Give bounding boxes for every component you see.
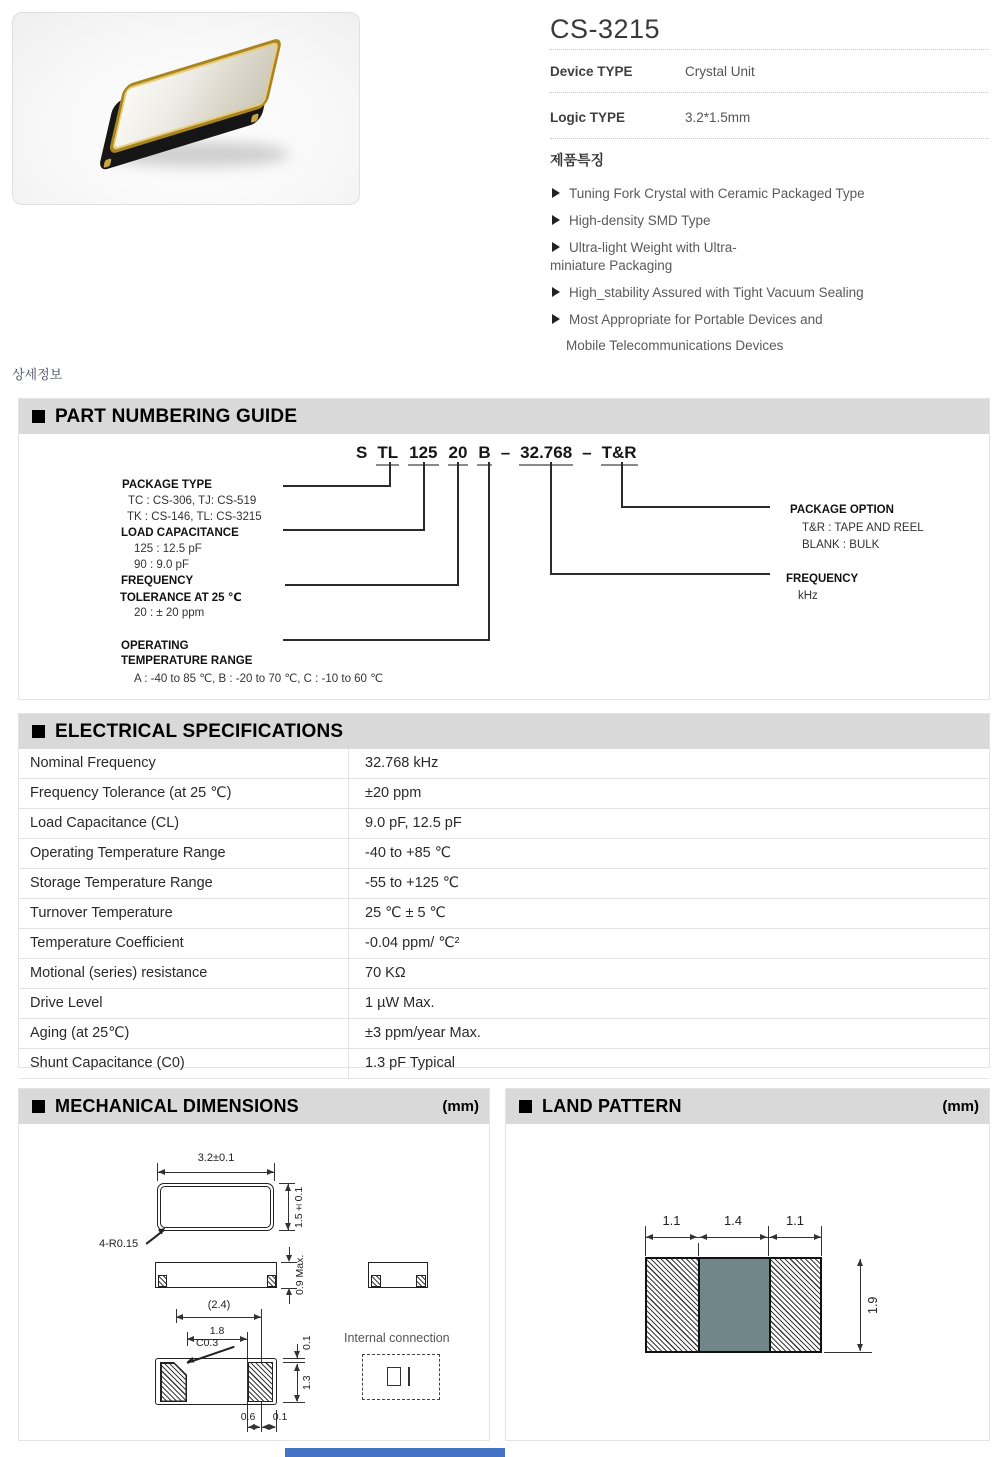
section-square-icon xyxy=(519,1100,532,1113)
code-package-type: TL xyxy=(376,443,399,466)
section-square-icon xyxy=(32,410,45,423)
arrow-icon xyxy=(286,1255,292,1262)
spec-value: ±20 ppm xyxy=(365,785,422,801)
spec-value: 32.768 kHz xyxy=(365,755,439,771)
page-title: CS-3215 xyxy=(550,14,661,44)
side-view-terminal xyxy=(158,1275,167,1287)
bullet-triangle-icon xyxy=(552,215,560,225)
spec-value: 1 µW Max. xyxy=(365,995,435,1011)
frequency-title: FREQUENCY xyxy=(786,573,859,585)
bullet-triangle-icon xyxy=(552,242,560,252)
extension-line xyxy=(274,1163,275,1181)
load-capacitance-title: LOAD CAPACITANCE xyxy=(121,527,239,539)
bottom-pad-right xyxy=(248,1362,273,1402)
land-center-pad xyxy=(700,1259,771,1351)
table-row xyxy=(19,839,989,869)
dim-pad-height: 1.3 xyxy=(301,1375,313,1391)
end-view-terminal xyxy=(371,1275,381,1287)
section-title: PART NUMBERING GUIDE xyxy=(55,405,298,427)
section-header xyxy=(19,399,989,434)
spec-value: 9.0 pF, 12.5 pF xyxy=(365,815,462,831)
land-dim-height: 1.9 xyxy=(866,1296,880,1314)
section-square-icon xyxy=(32,1100,45,1113)
dim-pad-width: 0.6 xyxy=(240,1411,256,1423)
spec-label: Load Capacitance (CL) xyxy=(19,809,349,838)
spec-label: Frequency Tolerance (at 25 ℃) xyxy=(19,779,349,808)
top-view-outline xyxy=(157,1183,274,1231)
land-dim-right: 1.1 xyxy=(785,1213,805,1228)
table-row xyxy=(19,989,989,1019)
land-dim-left: 1.1 xyxy=(662,1213,681,1228)
divider xyxy=(550,138,988,139)
dim-overall-width: (2.4) xyxy=(207,1299,231,1311)
logic-type-value: 3.2*1.5mm xyxy=(685,110,751,125)
arrow-icon xyxy=(814,1234,821,1240)
detail-info-label: 상세정보 xyxy=(12,367,63,382)
divider xyxy=(550,92,988,93)
table-row xyxy=(19,1019,989,1049)
arrow-icon xyxy=(294,1395,300,1402)
arrow-icon xyxy=(269,1424,276,1430)
table-row xyxy=(19,749,989,779)
extension-line xyxy=(698,1243,699,1256)
side-view-outline xyxy=(155,1262,277,1288)
spec-value: 25 ℃ ± 5 ℃ xyxy=(365,905,446,921)
bullet-triangle-icon xyxy=(552,188,560,198)
arrow-icon xyxy=(857,1259,863,1266)
op-temp-line: A : -40 to 85 ℃, B : -20 to 70 ℃, C : -10 to 60 ℃ xyxy=(134,673,384,685)
spec-label: Operating Temperature Range xyxy=(19,839,349,868)
land-pad-left xyxy=(647,1259,700,1351)
callout-line xyxy=(389,462,391,487)
extension-line xyxy=(821,1226,822,1256)
spec-label: Shunt Capacitance (C0) xyxy=(19,1049,349,1078)
arrow-icon xyxy=(187,1336,194,1342)
extension-line xyxy=(283,1402,305,1403)
dimension-line xyxy=(646,1237,821,1238)
section-title: ELECTRICAL SPECIFICATIONS xyxy=(55,720,344,742)
extension-line xyxy=(824,1352,872,1353)
bullet-triangle-icon xyxy=(552,287,560,297)
spec-label: Storage Temperature Range xyxy=(19,869,349,898)
extension-line xyxy=(176,1309,177,1323)
frequency-line: kHz xyxy=(798,590,818,602)
top-view-inner-outline xyxy=(160,1186,271,1228)
arrow-icon xyxy=(294,1364,300,1371)
section-unit: (mm) xyxy=(942,1098,979,1115)
spec-table xyxy=(19,749,989,1079)
callout-line xyxy=(283,529,425,531)
arrow-icon xyxy=(285,1223,291,1230)
feature-item-continued: miniature Packaging xyxy=(550,258,673,273)
dim-pad-pitch: 1.8 xyxy=(209,1325,225,1337)
spec-label: Motional (series) resistance xyxy=(19,959,349,988)
product-photo xyxy=(12,12,360,205)
dim-chamfer: C0.3 xyxy=(196,1337,219,1349)
callout-line xyxy=(621,462,623,508)
table-row xyxy=(19,1049,989,1079)
freq-tolerance-title: TOLERANCE AT 25 ℃ xyxy=(120,592,242,604)
section-header xyxy=(19,1089,489,1124)
arrow-icon xyxy=(254,1314,261,1320)
bottom-blue-strip xyxy=(285,1448,505,1457)
package-option-title: PACKAGE OPTION xyxy=(790,504,894,516)
load-capacitance-line: 90 : 9.0 pF xyxy=(134,559,189,571)
code-dash: – xyxy=(500,443,511,462)
extension-line xyxy=(187,1332,188,1346)
code-tolerance: 20 xyxy=(448,443,469,466)
feature-item: Ultra-light Weight with Ultra- xyxy=(569,240,737,255)
callout-line xyxy=(550,462,552,575)
divider xyxy=(550,49,988,50)
arrow-icon xyxy=(690,1234,697,1240)
spec-label: Nominal Frequency xyxy=(19,749,349,778)
land-pattern-drawing xyxy=(645,1257,822,1353)
code-dash: – xyxy=(582,443,592,462)
table-row xyxy=(19,929,989,959)
arrow-icon xyxy=(240,1336,247,1342)
spec-label: Drive Level xyxy=(19,989,349,1018)
feature-item: High_stability Assured with Tight Vacuum Sealing xyxy=(569,285,864,300)
end-view-terminal xyxy=(416,1275,426,1287)
dim-corner-radius: 4-R0.15 xyxy=(99,1238,139,1250)
spec-label: Turnover Temperature xyxy=(19,899,349,928)
arrow-icon xyxy=(857,1344,863,1351)
feature-item: Most Appropriate for Portable Devices and xyxy=(569,312,823,327)
feature-item: High-density SMD Type xyxy=(569,213,711,228)
dimension-line xyxy=(158,1172,274,1173)
section-square-icon xyxy=(32,725,45,738)
section-header xyxy=(19,714,989,749)
extension-line xyxy=(768,1226,769,1256)
extension-line xyxy=(283,1362,305,1363)
arrow-icon xyxy=(262,1424,269,1430)
dim-top-gap: 0.1 xyxy=(301,1335,313,1351)
spec-value: -40 to +85 ℃ xyxy=(365,845,452,861)
features-title: 제품특징 xyxy=(550,152,605,168)
arrow-icon xyxy=(286,1288,292,1295)
section-title: LAND PATTERN xyxy=(542,1096,682,1116)
callout-line xyxy=(621,506,770,508)
device-type-value: Crystal Unit xyxy=(685,64,755,79)
package-type-line: TC : CS-306, TJ: CS-519 xyxy=(128,495,257,507)
device-type-label: Device TYPE xyxy=(550,64,633,79)
dimension-line xyxy=(289,1295,290,1304)
code-load-capacitance: 125 xyxy=(408,443,438,466)
callout-line xyxy=(550,573,770,575)
load-capacitance-line: 125 : 12.5 pF xyxy=(134,543,202,555)
callout-line xyxy=(488,462,490,641)
spec-value: ±3 ppm/year Max. xyxy=(365,1025,481,1041)
spec-value: 1.3 pF Typical xyxy=(365,1055,456,1071)
crystal-symbol xyxy=(387,1367,401,1386)
section-header xyxy=(506,1089,989,1124)
arrow-icon xyxy=(176,1314,183,1320)
dim-top-width: 3.2±0.1 xyxy=(197,1152,235,1164)
callout-line xyxy=(283,485,391,487)
code-temp-range: B xyxy=(477,443,491,466)
feature-item: Tuning Fork Crystal with Ceramic Packaged Type xyxy=(569,186,865,201)
logic-type-label: Logic TYPE xyxy=(550,110,626,125)
code-package-option: T&R xyxy=(601,443,638,466)
callout-line xyxy=(457,462,459,586)
table-row xyxy=(19,899,989,929)
land-dim-center: 1.4 xyxy=(723,1213,743,1228)
table-row xyxy=(19,959,989,989)
freq-tolerance-line: 20 : ± 20 ppm xyxy=(134,607,205,619)
callout-line xyxy=(283,639,490,641)
dim-side-height: 0.9 Max. xyxy=(294,1254,306,1296)
land-pad-right xyxy=(771,1259,820,1351)
internal-connection-box xyxy=(362,1354,440,1400)
table-row xyxy=(19,779,989,809)
op-temp-title: OPERATING xyxy=(121,640,189,652)
internal-connection-label: Internal connection xyxy=(344,1331,450,1345)
dimension-line xyxy=(860,1259,861,1351)
electrical-spec-section xyxy=(18,713,990,1071)
spec-value: -0.04 ppm/ ℃² xyxy=(365,935,460,951)
table-row xyxy=(19,869,989,899)
arrow-icon xyxy=(760,1234,767,1240)
part-number-code xyxy=(356,443,638,466)
callout-line xyxy=(423,462,425,531)
code-frequency: 32.768 xyxy=(519,443,573,466)
arrow-icon xyxy=(267,1169,274,1175)
extension-line xyxy=(645,1226,646,1256)
arrow-icon xyxy=(285,1184,291,1191)
freq-tolerance-title: FREQUENCY xyxy=(121,575,194,587)
callout-line xyxy=(285,584,459,586)
side-view-terminal xyxy=(267,1275,276,1287)
spec-value: 70 KΩ xyxy=(365,965,406,981)
package-type-title: PACKAGE TYPE xyxy=(122,479,212,491)
arrow-icon xyxy=(294,1351,300,1358)
section-unit: (mm) xyxy=(442,1098,479,1115)
dim-top-height: 1.5±0.1 xyxy=(293,1186,305,1228)
arrow-icon xyxy=(158,1169,165,1175)
op-temp-title: TEMPERATURE RANGE xyxy=(121,655,253,667)
spec-value: -55 to +125 ℃ xyxy=(365,875,460,891)
bullet-triangle-icon xyxy=(552,314,560,324)
package-type-line: TK : CS-146, TL: CS-3215 xyxy=(127,511,262,523)
dimension-line xyxy=(176,1317,261,1318)
arrow-icon xyxy=(253,1424,260,1430)
arrow-icon xyxy=(646,1234,653,1240)
arrow-icon xyxy=(770,1234,777,1240)
feature-item-continued: Mobile Telecommunications Devices xyxy=(566,338,784,353)
package-option-line: BLANK : BULK xyxy=(802,539,880,551)
extension-line xyxy=(283,1358,305,1359)
section-title: MECHANICAL DIMENSIONS xyxy=(55,1096,299,1116)
spec-label: Aging (at 25℃) xyxy=(19,1019,349,1048)
code-prefix: S xyxy=(356,443,368,462)
dim-side-gap: 0.1 xyxy=(272,1411,288,1423)
arrow-icon xyxy=(700,1234,707,1240)
spec-label: Temperature Coefficient xyxy=(19,929,349,958)
crystal-symbol-electrode xyxy=(408,1367,410,1386)
table-row xyxy=(19,809,989,839)
package-option-line: T&R : TAPE AND REEL xyxy=(802,522,924,534)
